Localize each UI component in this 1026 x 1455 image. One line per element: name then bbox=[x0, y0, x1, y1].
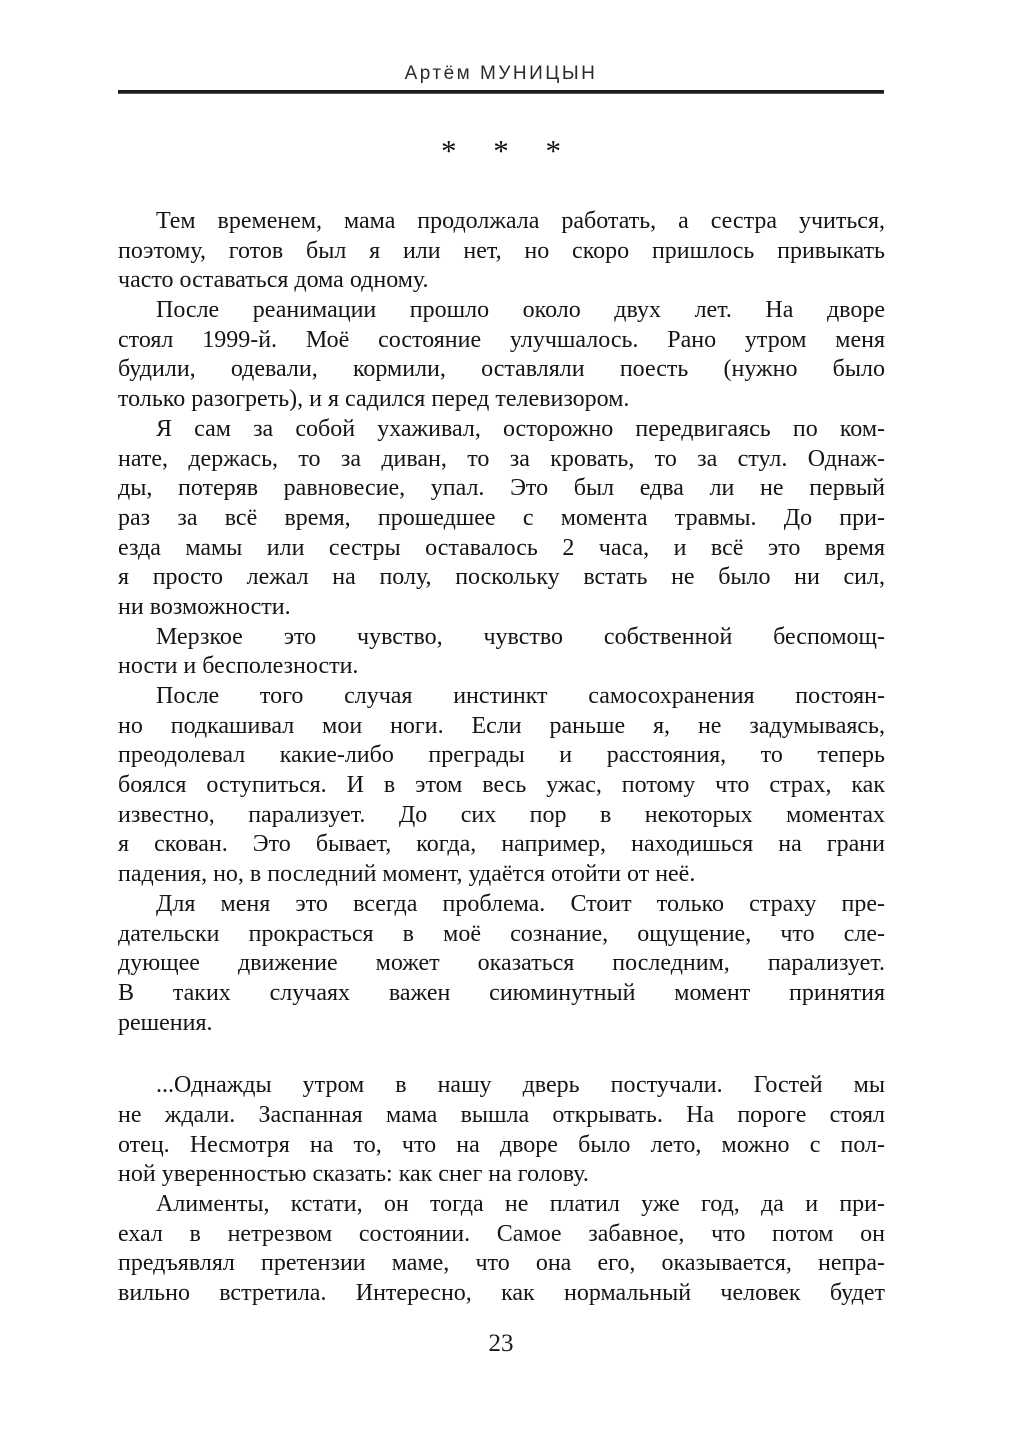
running-header: Артём МУНИЦЫН bbox=[404, 63, 598, 84]
text-line: известно, парализует. До сих пор в некоторых моментах bbox=[118, 801, 885, 828]
text-line: ды, потеряв равновесие, упал. Это был едва ли не первый bbox=[118, 475, 885, 502]
text-line: езда мамы или сестры оставалось 2 часа, и всё это время bbox=[118, 534, 885, 561]
text-line: дующее движение может оказаться последним, парализует. bbox=[118, 950, 885, 977]
text-line: боялся оступиться. И в этом весь ужас, потому что страх, как bbox=[118, 772, 885, 799]
text-line: После того случая инстинкт самосохранения постоян- bbox=[156, 683, 885, 709]
text-line: преодолевал какие-либо преграды и расстояния, то теперь bbox=[118, 742, 885, 769]
text-line: раз за всё время, прошедшее с момента травмы. До при- bbox=[118, 504, 885, 531]
text-line: ни возможности. bbox=[118, 593, 291, 620]
text-line: но подкашивал мои ноги. Если раньше я, не задумываясь, bbox=[118, 712, 885, 739]
text-line: часто оставаться дома одному. bbox=[118, 267, 429, 294]
text-line: Мерзкое это чувство, чувство собственной беспомощ- bbox=[156, 623, 885, 650]
text-line: После реанимации прошло около двух лет. На дворе bbox=[156, 297, 885, 324]
text-line: Для меня это всегда проблема. Стоит только страху пре- bbox=[156, 890, 885, 917]
text-line: вильно встретила. Интересно, как нормальный человек будет bbox=[118, 1280, 885, 1307]
page-number: 23 bbox=[488, 1330, 514, 1357]
text-line: ной уверенностью сказать: как снег на голову. bbox=[118, 1161, 589, 1188]
text-line: я скован. Это бывает, когда, например, находишься на грани bbox=[118, 831, 885, 858]
text-line: ности и бесполезности. bbox=[118, 653, 359, 680]
section-break-asterisks: * * * bbox=[441, 133, 561, 168]
text-line: только разогреть), и я садился перед телевизором. bbox=[118, 386, 630, 413]
text-line: отец. Несмотря на то, что на дворе было лето, можно с пол- bbox=[118, 1131, 885, 1158]
text-line: дательски прокрасться в моё сознание, ощущение, что сле- bbox=[118, 920, 885, 947]
text-line: В таких случаях важен сиюминутный момент принятия bbox=[118, 979, 885, 1006]
text-line: не ждали. Заспанная мама вышла открывать. На пороге стоял bbox=[118, 1101, 885, 1128]
text-line: поэтому, готов был я или нет, но скоро пришлось привыкать bbox=[118, 237, 885, 264]
text-line: Тем временем, мама продолжала работать, а сестра учиться, bbox=[156, 208, 885, 234]
text-line: ...Однажды утром в нашу дверь постучали. Гостей мы bbox=[156, 1072, 885, 1099]
text-line: будили, одевали, кормили, оставляли поесть (нужно было bbox=[118, 356, 885, 383]
text-line: предъявлял претензии маме, что она его, оказывается, непра- bbox=[118, 1250, 885, 1277]
text-line: я просто лежал на полу, поскольку встать не было ни сил, bbox=[118, 564, 885, 591]
text-line: нате, держась, то за диван, то за кровать, то за стул. Однаж- bbox=[118, 445, 885, 472]
text-line: решения. bbox=[118, 1009, 213, 1036]
header-rule bbox=[118, 90, 884, 94]
text-line: Алименты, кстати, он тогда не платил уже год, да и при- bbox=[156, 1191, 885, 1217]
body-text bbox=[118, 207, 885, 1309]
text-line: Я сам за собой ухаживал, осторожно передвигаясь по ком- bbox=[156, 415, 885, 442]
text-line: падения, но, в последний момент, удаётся отойти от неё. bbox=[118, 861, 696, 888]
text-line: ехал в нетрезвом состоянии. Самое забавное, что потом он bbox=[118, 1220, 885, 1247]
text-line: стоял 1999-й. Моё состояние улучшалось. Рано утром меня bbox=[118, 326, 885, 353]
